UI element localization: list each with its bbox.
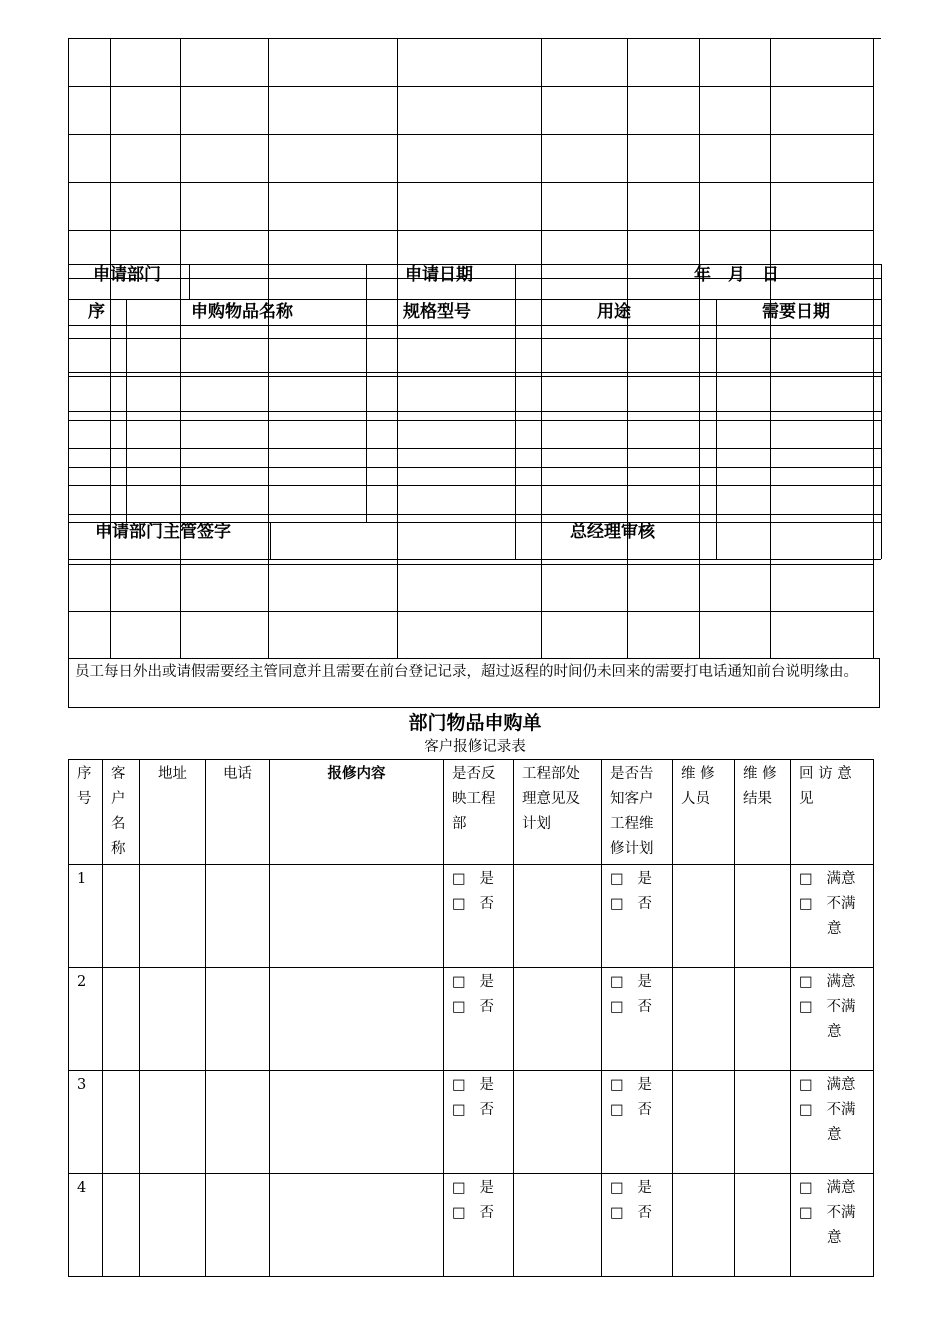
col-need-date-label: 需要日期 [762, 302, 830, 322]
header-address: 地址 [140, 760, 206, 865]
header-content: 报修内容 [270, 760, 444, 865]
yes-option[interactable]: □ 是 [452, 867, 505, 892]
no-option[interactable]: □ 否 [452, 995, 505, 1020]
table-row [69, 865, 874, 968]
yes-option[interactable]: □ 是 [610, 970, 664, 995]
satisfied-option[interactable]: □ 满意 [799, 1073, 865, 1098]
no-option[interactable]: □ 否 [610, 892, 664, 917]
no-option[interactable]: □ 否 [452, 1098, 505, 1123]
yes-option[interactable]: □ 是 [610, 1073, 664, 1098]
yes-option[interactable]: □ 是 [452, 1176, 505, 1201]
repair-record-table [68, 759, 874, 1277]
satisfied-option[interactable]: □ 满意 [799, 867, 865, 892]
dept-label: 申请部门 [93, 265, 161, 285]
yes-option[interactable]: □ 是 [452, 970, 505, 995]
feedback-options: □ 满意 □ 不满 意 [791, 968, 874, 1071]
header-reported: 是否反映工程部 [444, 760, 514, 865]
sub-title: 客户报修记录表 [424, 739, 526, 755]
row-no: 2 [69, 968, 103, 1071]
main-title: 部门物品申购单 [408, 712, 542, 734]
informed-options [602, 1071, 673, 1174]
checkbox-icon: □ [452, 1077, 466, 1093]
table-row [69, 1071, 874, 1174]
checkbox-icon: □ [452, 1102, 466, 1118]
checkbox-icon: □ [452, 974, 466, 990]
header-seq: 序号 [69, 760, 103, 865]
checkbox-icon: □ [799, 974, 813, 990]
no-option[interactable]: □ 否 [452, 1201, 505, 1226]
date-label: 申请日期 [405, 265, 473, 285]
informed-options [602, 968, 673, 1071]
reported-options [444, 968, 514, 1071]
checkbox-icon: □ [610, 974, 624, 990]
row-no: 3 [69, 1071, 103, 1174]
no-option[interactable]: □ 否 [610, 1201, 664, 1226]
col-spec-label: 规格型号 [403, 302, 471, 322]
unsatisfied-option[interactable]: □ 不满 [799, 1098, 865, 1123]
informed-options [602, 865, 673, 968]
header-customer: 客户名称 [103, 760, 140, 865]
col-seq-label: 序 [88, 302, 105, 322]
yes-option[interactable]: □ 是 [610, 867, 664, 892]
checkbox-icon: □ [610, 1102, 624, 1118]
col-item-label: 申购物品名称 [191, 302, 293, 322]
checkbox-icon: □ [799, 1102, 813, 1118]
no-option[interactable]: □ 否 [610, 995, 664, 1020]
row-no: 1 [69, 865, 103, 968]
no-option[interactable]: □ 否 [452, 892, 505, 917]
feedback-options: □ 满意 □ 不满 意 [791, 1071, 874, 1174]
header-feedback: 回 访 意见 [791, 760, 874, 865]
header-row [69, 760, 874, 865]
unsatisfied-option[interactable]: □ 不满 [799, 892, 865, 917]
checkbox-icon: □ [610, 999, 624, 1015]
header-eng-plan: 工程部处理意见及计划 [514, 760, 602, 865]
reported-options [444, 1174, 514, 1277]
no-option[interactable]: □ 否 [610, 1098, 664, 1123]
row-no: 4 [69, 1174, 103, 1277]
yes-option[interactable]: □ 是 [452, 1073, 505, 1098]
note-box: 员工每日外出或请假需要经主管同意并且需要在前台登记记录，超过返程的时间仍未回来的需要打电话通知前台说明缘由。 [68, 658, 880, 708]
informed-options [602, 1174, 673, 1277]
checkbox-icon: □ [799, 871, 813, 887]
reported-options [444, 1071, 514, 1174]
checkbox-icon: □ [452, 896, 466, 912]
checkbox-icon: □ [610, 896, 624, 912]
checkbox-icon: □ [610, 871, 624, 887]
satisfied-option[interactable]: □ 满意 [799, 1176, 865, 1201]
header-phone: 电话 [206, 760, 270, 865]
checkbox-icon: □ [610, 1205, 624, 1221]
unsatisfied-option[interactable]: □ 不满 [799, 995, 865, 1020]
feedback-options: □ 满意 □ 不满 意 [791, 1174, 874, 1277]
checkbox-icon: □ [452, 999, 466, 1015]
yes-option[interactable]: □ 是 [610, 1176, 664, 1201]
table-row [69, 1174, 874, 1277]
checkbox-icon: □ [452, 871, 466, 887]
table-row [69, 968, 874, 1071]
satisfied-option[interactable]: □ 满意 [799, 970, 865, 995]
supervisor-sign-label: 申请部门主管签字 [95, 522, 231, 542]
checkbox-icon: □ [799, 1077, 813, 1093]
col-use-label: 用途 [597, 302, 631, 322]
checkbox-icon: □ [799, 1180, 813, 1196]
checkbox-icon: □ [799, 999, 813, 1015]
checkbox-icon: □ [799, 1205, 813, 1221]
header-staff: 维 修人员 [673, 760, 735, 865]
header-result: 维 修结果 [735, 760, 791, 865]
month-label: 月 [728, 265, 745, 285]
year-label: 年 [694, 265, 711, 285]
reported-options [444, 865, 514, 968]
checkbox-icon: □ [799, 896, 813, 912]
checkbox-icon: □ [452, 1180, 466, 1196]
header-informed: 是否告知客户工程维修计划 [602, 760, 673, 865]
checkbox-icon: □ [452, 1205, 466, 1221]
feedback-options: □ 满意 □ 不满 意 [791, 865, 874, 968]
unsatisfied-option[interactable]: □ 不满 [799, 1201, 865, 1226]
gm-review-label: 总经理审核 [570, 522, 655, 542]
day-label: 日 [762, 265, 779, 285]
checkbox-icon: □ [610, 1180, 624, 1196]
checkbox-icon: □ [610, 1077, 624, 1093]
